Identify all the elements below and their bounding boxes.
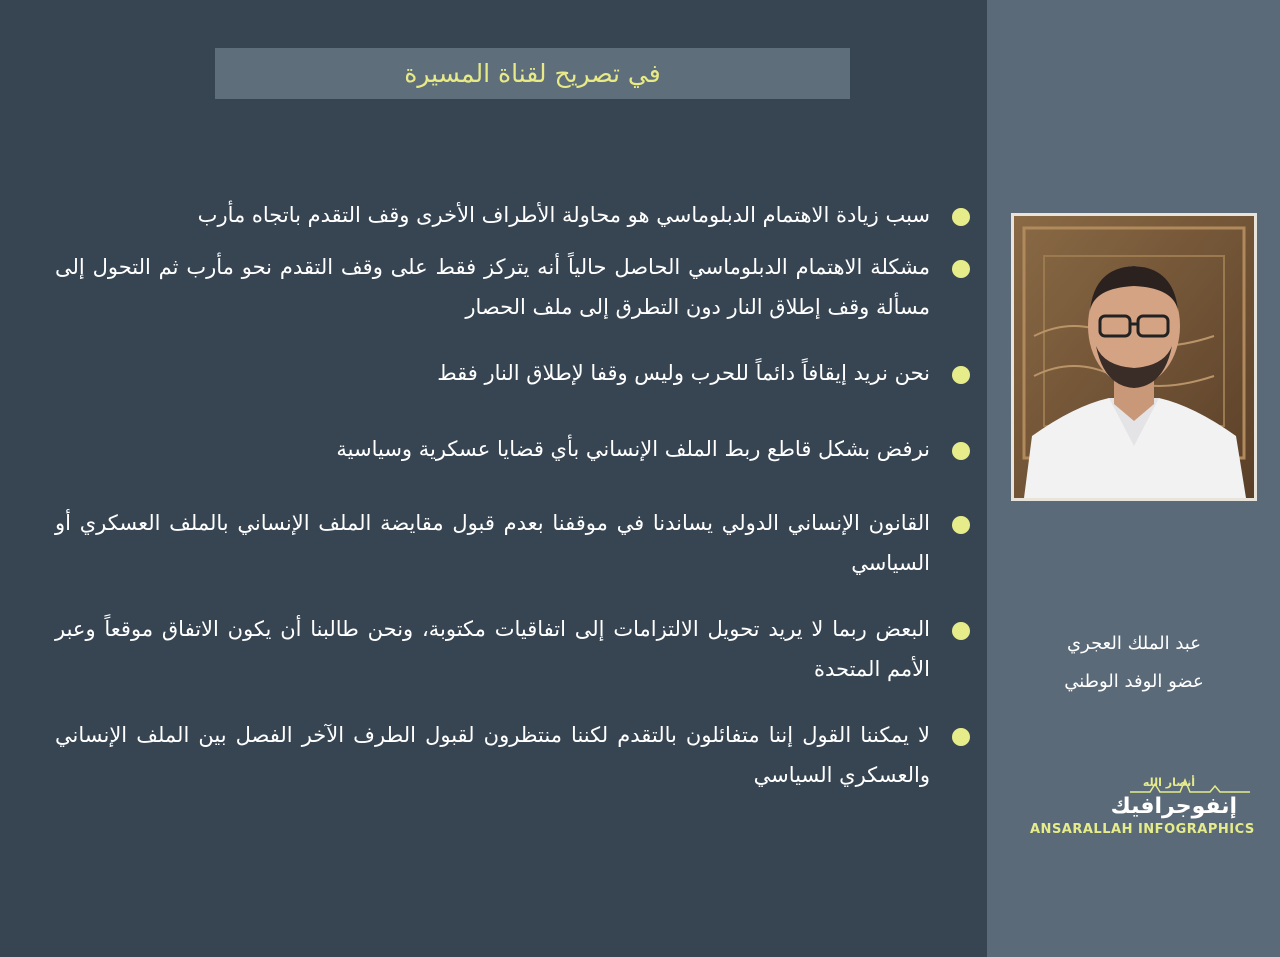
bullet-dot-icon xyxy=(952,442,970,460)
list-item xyxy=(55,429,970,469)
statement-text: القانون الإنساني الدولي يساندنا في موقفنا بعدم قبول مقايضة الملف الإنساني بالملف العسكري أو السياسي xyxy=(55,511,930,575)
statement-text: نرفض بشكل قاطع ربط الملف الإنساني بأي قضايا عسكرية وسياسية xyxy=(336,437,930,461)
person-name: عبد الملك العجري xyxy=(1067,633,1201,654)
list-item xyxy=(55,715,970,795)
bullet-dot-icon xyxy=(952,366,970,384)
person-caption xyxy=(1000,625,1268,701)
list-item xyxy=(55,247,970,327)
list-item xyxy=(55,609,970,689)
person-role: عضو الوفد الوطني xyxy=(1064,671,1204,692)
bullet-dot-icon xyxy=(952,728,970,746)
portrait-photo xyxy=(1011,213,1257,501)
list-item xyxy=(55,503,970,583)
list-item xyxy=(55,195,970,235)
list-item xyxy=(55,353,970,393)
title-banner xyxy=(215,48,850,99)
brand-logo xyxy=(1025,772,1265,842)
bullet-dot-icon xyxy=(952,208,970,226)
portrait-photo-icon xyxy=(1014,216,1254,498)
bullet-dot-icon xyxy=(952,622,970,640)
bullet-dot-icon xyxy=(952,516,970,534)
statement-text: سبب زيادة الاهتمام الدبلوماسي هو محاولة الأطراف الأخرى وقف التقدم باتجاه مأرب xyxy=(197,203,930,227)
statement-text: البعض ربما لا يريد تحويل الالتزامات إلى اتفاقيات مكتوبة، ونحن طالبنا أن يكون الاتفاق موقعاً وعبر الأمم المتحدة xyxy=(55,617,930,681)
page-title: في تصريح لقناة المسيرة xyxy=(404,59,661,88)
brand-arabic-main: إنفوجرافيك xyxy=(1110,794,1237,819)
brand-english: ANSARALLAH INFOGRAPHICS xyxy=(1030,822,1255,837)
statement-list xyxy=(55,195,970,795)
statement-text: نحن نريد إيقافاً دائماً للحرب وليس وقفا لإطلاق النار فقط xyxy=(437,361,930,385)
statement-text: مشكلة الاهتمام الدبلوماسي الحاصل حالياً أنه يتركز فقط على وقف التقدم نحو مأرب ثم التحول إلى مسألة وقف إطلاق النار دون التطرق إلى ملف الحصار xyxy=(55,255,930,319)
statement-text: لا يمكننا القول إننا متفائلون بالتقدم لكننا منتظرون لقبول الطرف الآخر الفصل بين الملف الإنساني والعسكري السياسي xyxy=(55,723,930,787)
bullet-dot-icon xyxy=(952,260,970,278)
brand-arabic-small: أنصار الله xyxy=(1142,776,1195,789)
